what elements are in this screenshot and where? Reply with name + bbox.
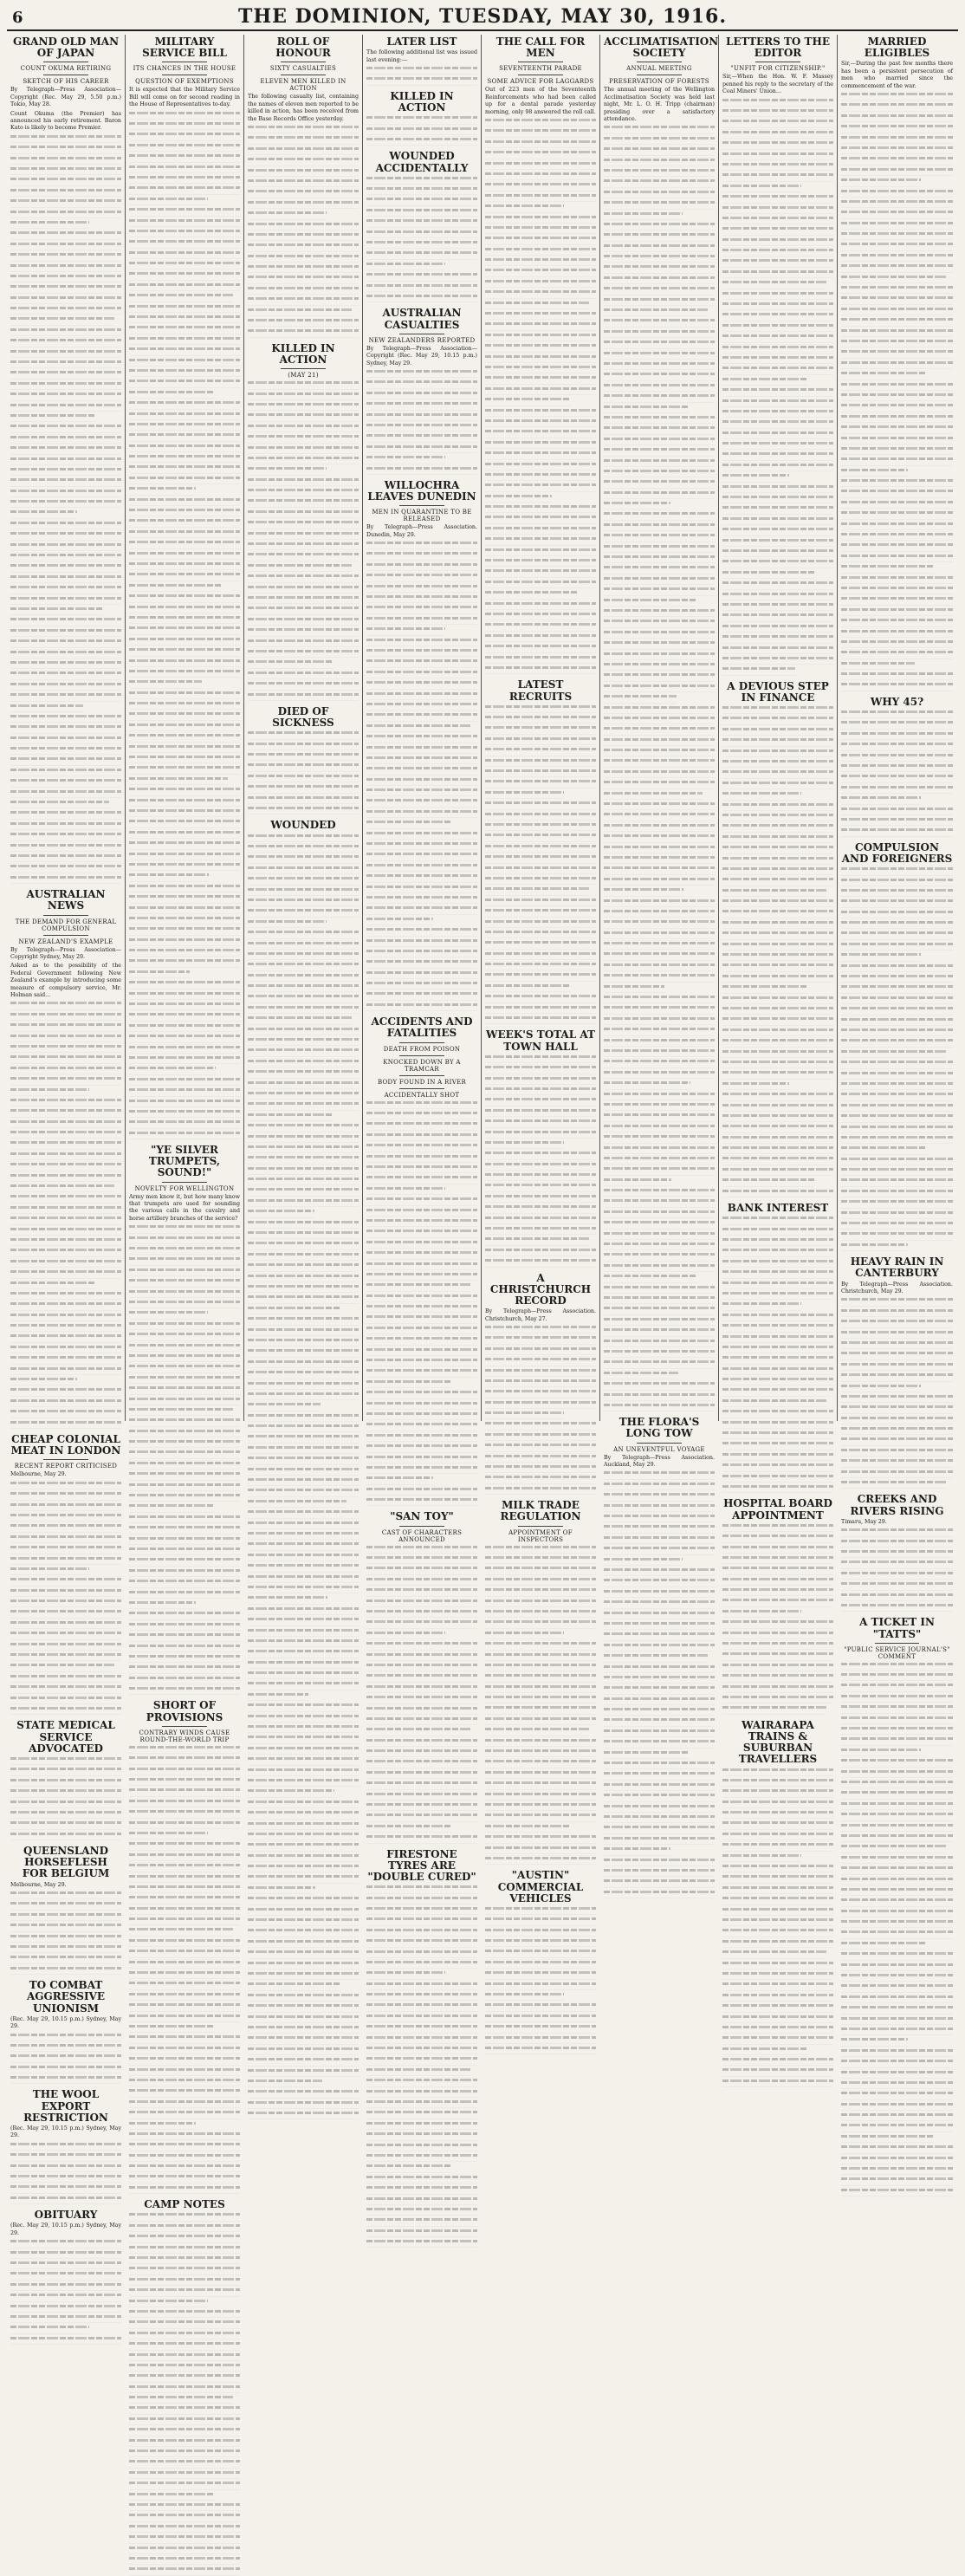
article-body-text bbox=[604, 126, 715, 1411]
column-7 bbox=[719, 35, 838, 1766]
article bbox=[366, 480, 477, 1011]
article bbox=[129, 1700, 240, 2194]
article-lead: Sir,—During the past few months there has been a persistent persecution of men who married since the commencement of the war. bbox=[841, 61, 953, 89]
masthead bbox=[7, 5, 958, 31]
article-headline: SHORT OF PROVISIONS bbox=[146, 1699, 223, 1723]
article-body-text bbox=[366, 177, 477, 303]
article bbox=[10, 2089, 121, 2204]
article bbox=[485, 1273, 596, 1496]
article bbox=[129, 36, 240, 1139]
article-body-text bbox=[841, 1298, 953, 1489]
article bbox=[722, 1498, 833, 1714]
divider bbox=[399, 1055, 444, 1056]
article-body-text bbox=[248, 731, 359, 814]
article-subhead: AN UNEVENTFUL VOYAGE bbox=[613, 1445, 705, 1453]
article-subhead: BODY FOUND IN A RIVER bbox=[377, 1078, 467, 1086]
divider bbox=[399, 1526, 444, 1527]
article-subhead: ACCIDENTALLY SHOT bbox=[384, 1091, 460, 1099]
article-headline: HEAVY RAIN IN CANTERBURY bbox=[850, 1256, 944, 1280]
columns bbox=[7, 35, 958, 2236]
article-subhead: "UNFIT FOR CITIZENSHIP." bbox=[730, 65, 826, 73]
article-body-text bbox=[129, 112, 240, 1140]
article-body-text bbox=[366, 1885, 477, 2248]
article-dateline: By Telegraph—Press Association—Copyright (Rec. May 29, 5.50 p.m.) Tokio, May 28. bbox=[10, 87, 121, 108]
article-dateline: By Telegraph—Press Association. Auckland, May 29. bbox=[604, 1454, 715, 1469]
article-headline: COMPULSION AND FOREIGNERS bbox=[841, 840, 953, 865]
article-lead: The following casualty list, containing the names of eleven men reported to be killed in action, has been received from the Base Records Office yesterday. bbox=[248, 94, 359, 122]
article-body-text bbox=[248, 834, 359, 2120]
article bbox=[248, 706, 359, 815]
article-headline: LATER LIST bbox=[386, 36, 457, 48]
divider bbox=[875, 1643, 920, 1644]
article-body-text bbox=[129, 2213, 240, 2575]
article-subhead: KNOCKED DOWN BY A TRAMCAR bbox=[383, 1058, 461, 1073]
column-2 bbox=[126, 35, 244, 2211]
article bbox=[485, 1500, 596, 1865]
article-body-text bbox=[129, 1746, 240, 2194]
article bbox=[10, 1846, 121, 1975]
article bbox=[366, 91, 477, 146]
article bbox=[604, 36, 719, 1411]
article-lead: Out of 223 men of the Seventeenth Reinforcements who had been called up for a dental parade yesterday morning, only 98 answered the roll call. bbox=[485, 87, 596, 115]
article-dateline: (Rec. May 29, 10.15 p.m.) Sydney, May 29. bbox=[10, 2125, 121, 2139]
article-body-text bbox=[485, 1326, 596, 1495]
article-body-text bbox=[10, 1482, 121, 1716]
article-headline: FIRESTONE TYRES ARE "DOUBLE CURED" bbox=[367, 1847, 476, 1883]
article-subhead: ELEVEN MEN KILLED IN ACTION bbox=[260, 78, 346, 93]
article bbox=[366, 36, 477, 86]
article-headline: A CHRISTCHURCH RECORD bbox=[489, 1271, 592, 1307]
article-subhead: SOME ADVICE FOR LAGGARDS bbox=[487, 78, 594, 86]
column-8 bbox=[838, 35, 956, 1660]
divider bbox=[518, 1526, 562, 1527]
column-1 bbox=[7, 35, 126, 2236]
article-headline: "SAN TOY" bbox=[390, 1510, 454, 1523]
article-headline: CREEKS AND RIVERS RISING bbox=[850, 1493, 944, 1517]
article bbox=[366, 308, 477, 475]
article bbox=[604, 1417, 715, 1898]
article-body-text bbox=[248, 381, 359, 701]
article-headline: LETTERS TO THE EDITOR bbox=[726, 36, 830, 60]
article bbox=[841, 36, 953, 691]
article-headline: WOUNDED ACCIDENTALLY bbox=[375, 150, 469, 174]
article bbox=[366, 151, 477, 302]
article-headline: WOUNDED bbox=[270, 819, 336, 832]
article bbox=[841, 842, 953, 1251]
article-subhead: PRESERVATION OF FORESTS bbox=[609, 78, 709, 86]
divider bbox=[399, 1088, 444, 1089]
article-headline: "YE SILVER TRUMPETS, SOUND!" bbox=[148, 1144, 221, 1179]
article-subhead: SKETCH OF HIS CAREER bbox=[23, 78, 109, 86]
article-body-text bbox=[366, 370, 477, 475]
article-body-text bbox=[841, 1528, 953, 1612]
article-headline: CHEAP COLONIAL MEAT IN LONDON bbox=[10, 1433, 121, 1457]
article-subhead: COUNT OKUMA RETIRING bbox=[20, 65, 112, 73]
article bbox=[366, 1016, 477, 1506]
article-subhead: SEVENTEENTH PARADE bbox=[499, 65, 582, 73]
article-dateline: By Telegraph—Press Association. Christchurch, May 27. bbox=[485, 1308, 596, 1322]
article-subhead: NEW ZEALAND'S EXAMPLE bbox=[18, 938, 113, 945]
article-body-text bbox=[10, 1002, 121, 1429]
article-subhead: "PUBLIC SERVICE JOURNAL'S" COMMENT bbox=[844, 1645, 950, 1660]
article-dateline: By Telegraph—Press Association—Copyright Sydney, May 29. bbox=[10, 946, 121, 960]
article-body-text bbox=[129, 1225, 240, 1695]
article bbox=[129, 2199, 240, 2575]
article-body-text bbox=[841, 93, 953, 691]
article bbox=[10, 36, 121, 884]
article-headline: BANK INTEREST bbox=[727, 1202, 829, 1215]
article-headline: THE WOOL EXPORT RESTRICTION bbox=[23, 2088, 108, 2124]
article bbox=[10, 889, 121, 1429]
article-subhead: MEN IN QUARANTINE TO BE RELEASED bbox=[372, 509, 472, 523]
article-dateline: Melbourne, May 29. bbox=[10, 1471, 67, 1478]
column-5 bbox=[482, 35, 600, 1904]
article bbox=[841, 1617, 953, 2196]
article-headline: MARRIED ELIGIBLES bbox=[864, 36, 930, 60]
article-dateline: By Telegraph—Press Association—Copyright (Rec. May 29, 10.15 p.m.) Sydney, May 29. bbox=[366, 345, 477, 367]
article-subhead: (MAY 21) bbox=[288, 372, 319, 380]
article-dateline: (Rec. May 29, 10.15 p.m.) Sydney, May 29. bbox=[10, 2222, 121, 2236]
article bbox=[485, 1870, 596, 2054]
article-headline: KILLED IN ACTION bbox=[390, 89, 454, 114]
article-body-text bbox=[485, 1907, 596, 2054]
divider bbox=[399, 1042, 444, 1043]
article-subhead: ITS CHANCES IN THE HOUSE bbox=[133, 65, 236, 73]
article-subhead: SIXTY CASUALTIES bbox=[269, 65, 337, 73]
article bbox=[485, 36, 596, 674]
column-4 bbox=[363, 35, 482, 1883]
article-body-text bbox=[841, 711, 953, 837]
article-subhead: NEW ZEALANDERS REPORTED bbox=[368, 336, 476, 344]
newspaper-title: THE DOMINION, TUESDAY, MAY 30, 1916. bbox=[237, 5, 728, 28]
article-body-text bbox=[722, 1768, 833, 2088]
article-dateline: Melbourne, May 29. bbox=[10, 1881, 67, 1888]
article bbox=[10, 1980, 121, 2084]
article-subhead: RECENT REPORT CRITICISED bbox=[14, 1463, 118, 1470]
article-lead: Asked as to the possibility of the Federal Government following New Zealand's example by introducing some measure of compulsory service, Mr. Holman said... bbox=[10, 963, 121, 998]
article bbox=[248, 820, 359, 2119]
article-headline: GRAND OLD MAN OF JAPAN bbox=[12, 36, 120, 60]
article-headline: THE FLORA'S LONG TOW bbox=[619, 1416, 700, 1440]
article-dateline: By Telegraph—Press Association. Dunedin, May 29. bbox=[366, 524, 477, 538]
article bbox=[841, 1494, 953, 1612]
article bbox=[366, 1849, 477, 2248]
article-lead: The following additional list was issued last evening:— bbox=[366, 49, 477, 63]
article-headline: MILITARY SERVICE BILL bbox=[142, 36, 227, 60]
article-lead: It is expected that the Military Service Bill will come on for second reading in the House of Representatives to-day. bbox=[129, 87, 240, 108]
article-body-text bbox=[722, 99, 833, 676]
article-subhead: NOVELTY FOR WELLINGTON bbox=[134, 1184, 235, 1192]
article-headline: A DEVIOUS STEP IN FINANCE bbox=[727, 679, 829, 704]
article-body-text bbox=[10, 1891, 121, 1975]
article-headline: TO COMBAT AGGRESSIVE UNIONISM bbox=[26, 1979, 106, 2015]
article-body-text bbox=[366, 1101, 477, 1507]
article-body-text bbox=[10, 1757, 121, 1840]
article bbox=[10, 1434, 121, 1715]
article-headline: OBITUARY bbox=[34, 2209, 98, 2222]
article-headline: WAIRARAPA TRAINS & SUBURBAN TRAVELLERS bbox=[738, 1718, 818, 1766]
divider bbox=[162, 1182, 206, 1183]
article-body-text bbox=[485, 705, 596, 1025]
article bbox=[129, 1145, 240, 1695]
article bbox=[485, 679, 596, 1024]
article-subhead: ANNUAL MEETING bbox=[626, 65, 692, 73]
divider bbox=[43, 915, 87, 916]
article-body-text bbox=[604, 1471, 715, 1898]
article-body-text bbox=[722, 1217, 833, 1493]
article-headline: MILK TRADE REGULATION bbox=[500, 1499, 581, 1523]
article-body-text bbox=[10, 2034, 121, 2085]
article-headline: WILLOCHRA LEAVES DUNEDIN bbox=[367, 478, 476, 503]
article-headline: ACCIDENTS AND FATALITIES bbox=[371, 1015, 473, 1040]
article-dateline: Timaru, May 29. bbox=[841, 1518, 887, 1525]
article-lead: Sir,—When the Hon. W. F. Massey penned his reply to the secretary of the Coal Miners' Union... bbox=[722, 74, 833, 95]
divider bbox=[43, 1459, 87, 1460]
article-headline: HOSPITAL BOARD APPOINTMENT bbox=[723, 1497, 832, 1522]
article bbox=[722, 681, 833, 1197]
article bbox=[10, 2209, 121, 2345]
column-3 bbox=[244, 35, 363, 1421]
divider bbox=[399, 1075, 444, 1076]
article-headline: "AUSTIN" COMMERCIAL VEHICLES bbox=[497, 1869, 584, 1904]
article-headline: DIED OF SICKNESS bbox=[272, 704, 334, 730]
article-body-text bbox=[366, 542, 477, 1011]
article-subhead: QUESTION OF EXEMPTIONS bbox=[135, 78, 234, 86]
article-body-text bbox=[366, 116, 477, 146]
article-headline: A TICKET IN "TATTS" bbox=[859, 1616, 935, 1640]
article-body-text bbox=[10, 135, 121, 884]
article-headline: QUEENSLAND HORSEFLESH FOR BELGIUM bbox=[22, 1845, 110, 1880]
article bbox=[722, 1720, 833, 2087]
article bbox=[841, 697, 953, 837]
article bbox=[248, 36, 359, 338]
article-headline: THE CALL FOR MEN bbox=[495, 36, 586, 60]
article-subhead: DEATH FROM POISON bbox=[383, 1045, 461, 1053]
article-body-text bbox=[722, 1524, 833, 1715]
article-headline: CAMP NOTES bbox=[144, 2198, 225, 2211]
article-body-text bbox=[485, 1055, 596, 1268]
article-headline: ROLL OF HONOUR bbox=[275, 36, 331, 60]
article-subhead: THE DEMAND FOR GENERAL COMPULSION bbox=[15, 918, 117, 932]
divider bbox=[43, 935, 87, 936]
article-headline: AUSTRALIAN CASUALTIES bbox=[382, 307, 462, 331]
article-dateline: (Rec. May 29, 10.15 p.m.) Sydney, May 29. bbox=[10, 2015, 121, 2030]
article-body-text bbox=[366, 1546, 477, 1844]
article-body-text bbox=[722, 706, 833, 1197]
article-lead: Count Okuma (the Premier) has announced his early retirement. Baron Kato is likely to become Premier. bbox=[10, 110, 121, 132]
article-body-text bbox=[10, 2240, 121, 2345]
article-headline: ACCLIMATISATION SOCIETY bbox=[604, 36, 719, 60]
article-headline: AUSTRALIAN NEWS bbox=[26, 888, 106, 912]
article-dateline: By Telegraph—Press Association. Christchurch, May 29. bbox=[841, 1281, 953, 1294]
article-subhead: CONTRARY WINDS CAUSE ROUND-THE-WORLD TRIP bbox=[139, 1729, 230, 1743]
article-body-text bbox=[10, 2143, 121, 2204]
divider bbox=[399, 505, 444, 506]
article-body-text bbox=[841, 1663, 953, 2197]
article-headline: KILLED IN ACTION bbox=[271, 341, 335, 366]
article-subhead: CAST OF CHARACTERS ANNOUNCED bbox=[381, 1528, 463, 1543]
article-body-text bbox=[485, 1546, 596, 1865]
divider bbox=[637, 1443, 681, 1444]
divider bbox=[281, 368, 325, 369]
article bbox=[722, 1203, 833, 1493]
article bbox=[366, 1511, 477, 1843]
article-headline: WHY 45? bbox=[870, 695, 924, 708]
article-body-text bbox=[485, 119, 596, 674]
article bbox=[722, 36, 833, 676]
divider bbox=[162, 1726, 206, 1727]
article bbox=[485, 1029, 596, 1267]
column-6 bbox=[600, 35, 719, 1469]
article-headline: WEEK'S TOTAL AT TOWN HALL bbox=[486, 1028, 595, 1053]
article-headline: LATEST RECRUITS bbox=[508, 678, 573, 703]
article-subhead: APPOINTMENT OF INSPECTORS bbox=[508, 1528, 573, 1543]
article-lead: The annual meeting of the Wellington Acclimatisation Society was held last night, Mr. L. O. H. Tripp (chairman) presiding over a satisfactory attendance. bbox=[604, 87, 715, 122]
article-lead: Army men know it, but how many know that trumpets are used for sounding the various calls in the cavalry and horse artillery branches of the service? bbox=[129, 1193, 240, 1222]
article-body-text bbox=[841, 867, 953, 1251]
article bbox=[248, 343, 359, 701]
article bbox=[841, 1256, 953, 1489]
article bbox=[10, 1720, 121, 1840]
page-number: 6 bbox=[12, 9, 23, 27]
article-body-text bbox=[366, 67, 477, 86]
article-headline: STATE MEDICAL SERVICE ADVOCATED bbox=[16, 1719, 115, 1755]
article-body-text bbox=[248, 126, 359, 338]
